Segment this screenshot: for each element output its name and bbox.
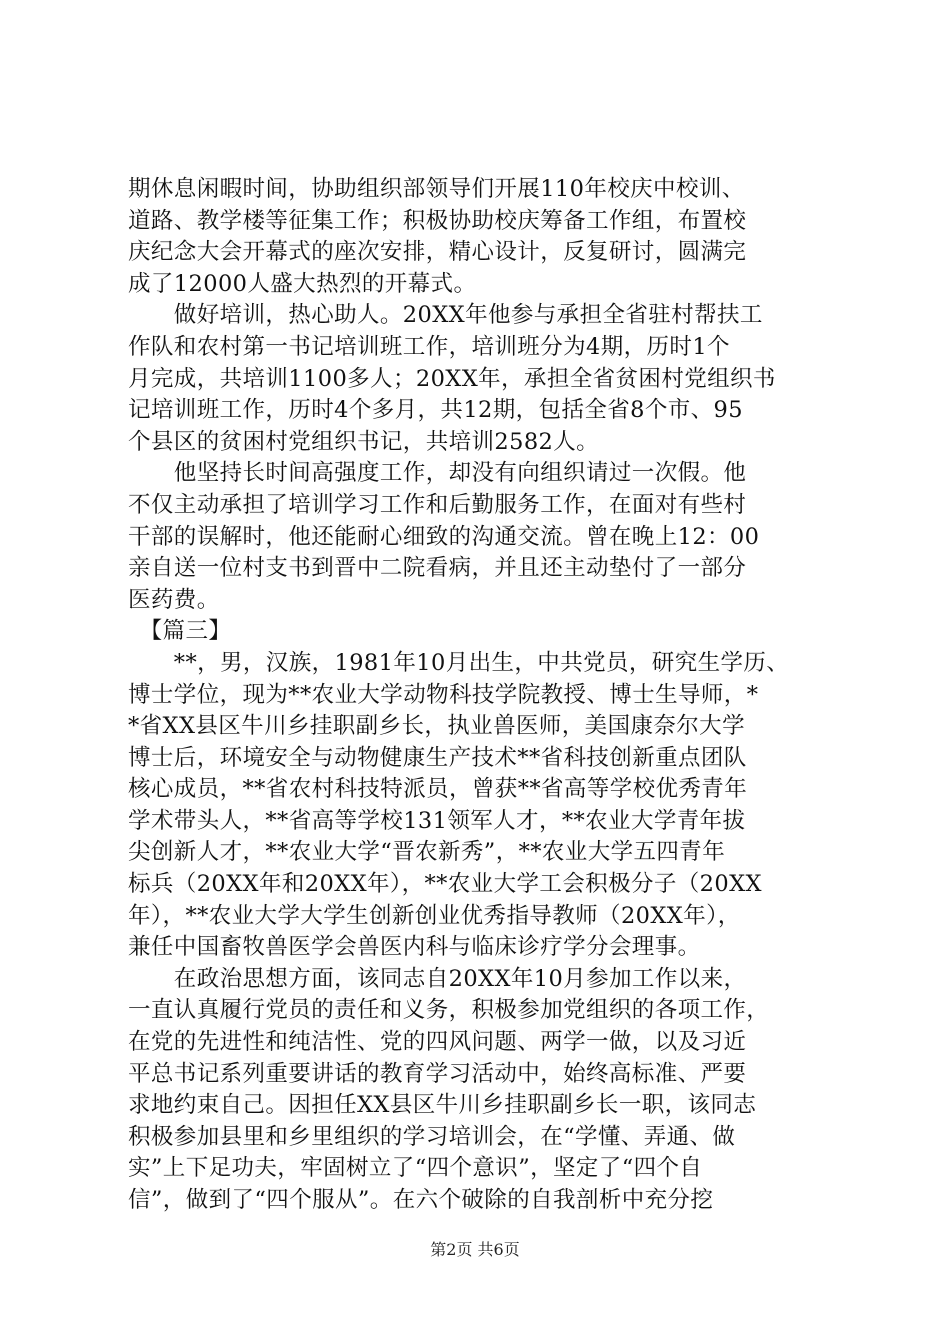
- text-line: 医药费。: [128, 586, 220, 613]
- text-line: 道路、教学楼等征集工作；积极协助校庆筹备工作组，布置校: [128, 207, 747, 234]
- page-footer: 第2页 共6页: [430, 1240, 520, 1259]
- text-line: 亲自送一位村支书到晋中二院看病，并且还主动垫付了一部分: [128, 555, 747, 582]
- text-line: 核心成员，**省农村科技特派员，曾获**省高等学校优秀青年: [128, 776, 748, 803]
- text-line: 个县区的贫困村党组织书记，共培训2582人。: [128, 428, 600, 455]
- text-line: 年），**农业大学大学生创新创业优秀指导教师（20XX年），: [128, 902, 741, 929]
- text-line: 实”上下足功夫，牢固树立了“四个意识”，坚定了“四个自: [128, 1155, 703, 1182]
- text-line: 庆纪念大会开幕式的座次安排，精心设计，反复研讨，圆满完: [128, 239, 747, 266]
- text-line: 求地约束自己。因担任XX县区牛川乡挂职副乡长一职，该同志: [128, 1092, 757, 1119]
- text-line: 学术带头人，**省高等学校131领军人才，**农业大学青年拔: [128, 807, 746, 834]
- text-line: 在政治思想方面，该同志自20XX年10月参加工作以来，: [128, 965, 747, 992]
- text-line: 尖创新人才，**农业大学“晋农新秀”，**农业大学五四青年: [128, 839, 726, 866]
- text-line: **，男，汉族，1981年10月出生，中共党员，研究生学历、: [128, 649, 790, 676]
- text-line: 期休息闲暇时间，协助组织部领导们开展110年校庆中校训、: [128, 176, 745, 202]
- text-line: 博士学位，现为**农业大学动物科技学院教授、博士生导师，*: [128, 681, 759, 708]
- text-line: 标兵（20XX年和20XX年），**农业大学工会积极分子（20XX: [128, 871, 762, 898]
- text-line: 记培训班工作，历时4个多月，共12期，包括全省8个市、95: [128, 397, 743, 424]
- text-line: 干部的误解时，他还能耐心细致的沟通交流。曾在晚上12：00: [128, 523, 760, 550]
- text-line: 博士后，环境安全与动物健康生产技术**省科技创新重点团队: [128, 744, 747, 771]
- text-line: 做好培训，热心助人。20XX年他参与承担全省驻村帮扶工: [128, 302, 763, 329]
- text-line: 作队和农村第一书记培训班工作，培训班分为4期，历时1个: [128, 333, 730, 360]
- text-line: 他坚持长时间高强度工作，却没有向组织请过一次假。他: [128, 460, 747, 487]
- text-line: 一直认真履行党员的责任和义务，积极参加党组织的各项工作，: [128, 997, 770, 1024]
- text-line: 月完成，共培训1100多人；20XX年，承担全省贫困村党组织书: [128, 365, 776, 392]
- text-line: 【篇三】: [128, 618, 232, 645]
- text-line: 平总书记系列重要讲话的教育学习活动中，始终高标准、严要: [128, 1060, 747, 1087]
- text-line: 不仅主动承担了培训学习工作和后勤服务工作，在面对有些村: [128, 491, 747, 518]
- text-line: 成了12000人盛大热烈的开幕式。: [128, 270, 477, 297]
- text-line: 积极参加县里和乡里组织的学习培训会，在“学懂、弄通、做: [128, 1123, 736, 1150]
- text-line: 在党的先进性和纯洁性、党的四风问题、两学一做，以及习近: [128, 1029, 747, 1056]
- body-text: [128, 174, 828, 1217]
- text-line: 信”，做到了“四个服从”。在六个破除的自我剖析中充分挖: [128, 1187, 714, 1213]
- text-line: 兼任中国畜牧兽医学会兽医内科与临床诊疗学分会理事。: [128, 934, 701, 961]
- text-line: *省XX县区牛川乡挂职副乡长，执业兽医师，美国康奈尔大学: [128, 713, 745, 740]
